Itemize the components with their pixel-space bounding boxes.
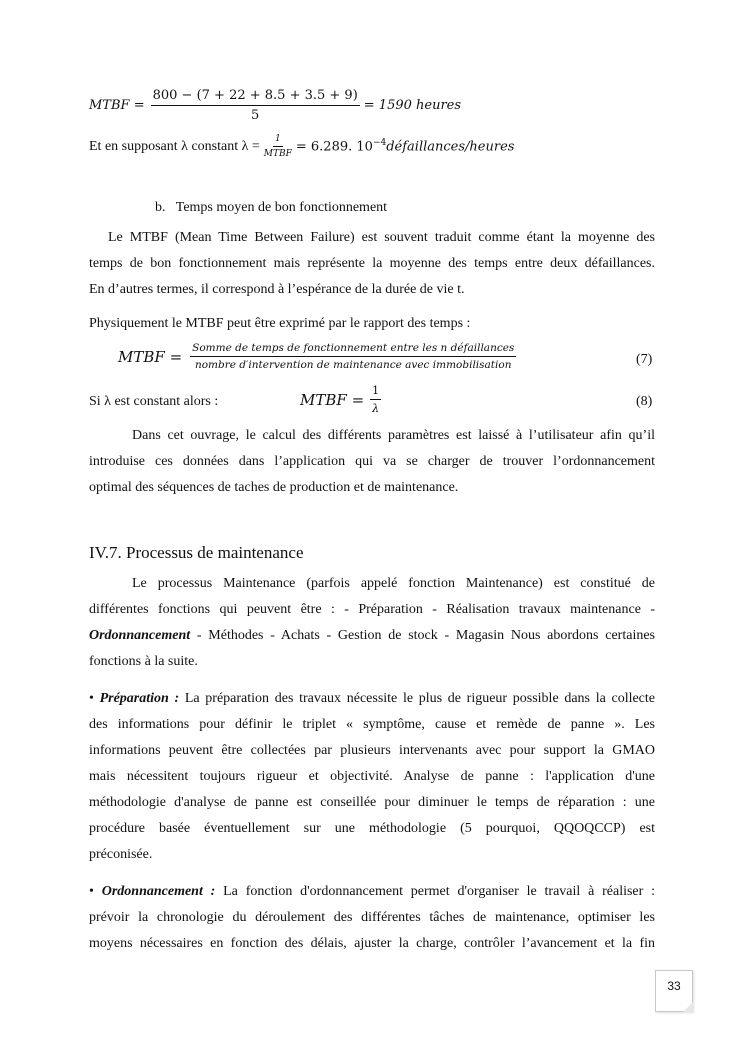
physiquement-text: Physiquement le MTBF peut être exprimé par le rapport des temps : <box>89 316 471 331</box>
formula1-lhs: MTBF = <box>89 98 145 113</box>
bullet-text: La fonction d'ordonnancement permet d'organiser le travail à réaliser : <box>215 884 655 899</box>
paragraph-line: méthodologie d'analyse de panne est conseillée pour diminuer le temps de réparation : une <box>89 795 655 810</box>
equation-number-8: (8) <box>636 394 653 409</box>
bullet-first-line <box>89 686 655 712</box>
bullet-title: Ordonnancement : <box>101 884 216 899</box>
section-b-heading: b. Temps moyen de bon fonctionnement <box>155 200 388 215</box>
paragraph-line: des informations pour définir le triplet « symptôme, cause et remède de panne ». Les <box>89 717 655 732</box>
paragraph-mtbf-definition <box>89 225 655 303</box>
lambda-rhs-prefix: = 6.289. 10 <box>295 139 373 155</box>
formula7-numerator: Somme de temps de fonctionnement entre les n défaillances <box>190 342 516 357</box>
bullet-text: La préparation des travaux nécessite le plus de rigueur possible dans la collecte <box>179 691 656 706</box>
paragraph-line: procédure basée éventuellement sur une méthodologie (5 pourquoi, QQOQCCP) est <box>89 821 655 836</box>
page-fold-icon <box>683 1002 693 1012</box>
lambda-line <box>89 134 514 159</box>
paragraph-line: temps de bon fonctionnement mais représente la moyenne des temps entre deux défaillances. <box>89 256 655 271</box>
lambda-exponent: −4 <box>372 138 387 149</box>
paragraph-ouvrage <box>89 423 655 501</box>
formula8-lhs: MTBF = <box>300 390 365 409</box>
equation-number-7: (7) <box>636 352 653 367</box>
lambda-rhs <box>296 138 515 154</box>
ordonnancement-emphasis: Ordonnancement <box>89 628 191 643</box>
formula8-fraction <box>370 384 381 415</box>
bullet-ordonnancement <box>89 879 655 957</box>
formula7-denominator: nombre d′intervention de maintenance avec immobilisation <box>194 359 512 371</box>
paragraph-line: prévoir la chronologie du déroulement des différentes tâches de maintenance, optimiser les <box>89 910 655 925</box>
paragraph-line: moyens nécessaires en fonction des délais, ajuster la charge, contrôler l’avancement et la fin <box>89 936 655 951</box>
formula-8 <box>300 384 381 415</box>
formula-7 <box>118 342 516 371</box>
page-number-box <box>655 970 693 1012</box>
paragraph-line: préconisée. <box>89 847 153 862</box>
paragraph-line: mais nécessitent toujours rigueur et objectivité. Analyse de panne : l'application d'une <box>89 769 655 784</box>
bullet-preparation <box>89 686 655 868</box>
lambda-rhs-suffix: défaillances/heures <box>386 139 515 155</box>
paragraph-line: Le processus Maintenance (parfois appelé fonction Maintenance) est constitué de <box>132 576 655 591</box>
formula1-fraction <box>151 88 360 123</box>
formula8-frac-den: λ <box>372 402 380 415</box>
lambda-text: Et en supposant λ constant λ = <box>89 138 260 154</box>
formula8-frac-num: 1 <box>370 384 381 400</box>
paragraph-line: optimal des séquences de taches de production et de maintenance. <box>89 480 459 495</box>
paragraph-line: fonctions à la suite. <box>89 654 198 669</box>
bullet-icon: • <box>89 884 94 899</box>
formula1-numerator: 800 − (7 + 22 + 8.5 + 3.5 + 9) <box>151 88 360 106</box>
paragraph-line: Dans cet ouvrage, le calcul des différents paramètres est laissé à l’utilisateur afin qu’il <box>132 428 655 443</box>
bullet-first-line <box>89 879 655 905</box>
line3-rest: - Méthodes - Achats - Gestion de stock - Magasin Nous abordons certaines <box>190 628 655 643</box>
paragraph-line: différentes fonctions qui peuvent être : - Préparation - Réalisation travaux maintenance - <box>89 602 655 617</box>
page-number: 33 <box>667 979 681 993</box>
formula-mtbf-calculation <box>89 88 461 123</box>
bullet-title: Préparation : <box>99 691 180 706</box>
formula7-lhs: MTBF = <box>118 347 183 366</box>
formula7-fraction <box>190 342 516 371</box>
lambda-frac-den: MTBF <box>263 149 292 159</box>
lambda-frac-num: 1 <box>273 134 283 147</box>
section-heading-iv7: IV.7. Processus de maintenance <box>89 543 304 562</box>
paragraph-line: Le MTBF (Mean Time Between Failure) est souvent traduit comme étant la moyenne des <box>108 230 655 245</box>
formula1-rhs: = 1590 heures <box>363 98 462 113</box>
paragraph-line: introduise ces données dans l’application qui va se charger de trouver l’ordonnancement <box>89 454 655 469</box>
formula8-intro: Si λ est constant alors : <box>89 394 219 409</box>
paragraph-processus <box>89 571 655 675</box>
paragraph-line: En d’autres termes, il correspond à l’espérance de la durée de vie t. <box>89 282 465 297</box>
bullet-icon: • <box>89 691 94 706</box>
paragraph-line: informations peuvent être collectées par plusieurs intervenants avec pour support la GMAO <box>89 743 655 758</box>
formula1-denominator: 5 <box>251 108 260 123</box>
paragraph-line <box>89 623 655 649</box>
lambda-fraction <box>264 134 292 159</box>
